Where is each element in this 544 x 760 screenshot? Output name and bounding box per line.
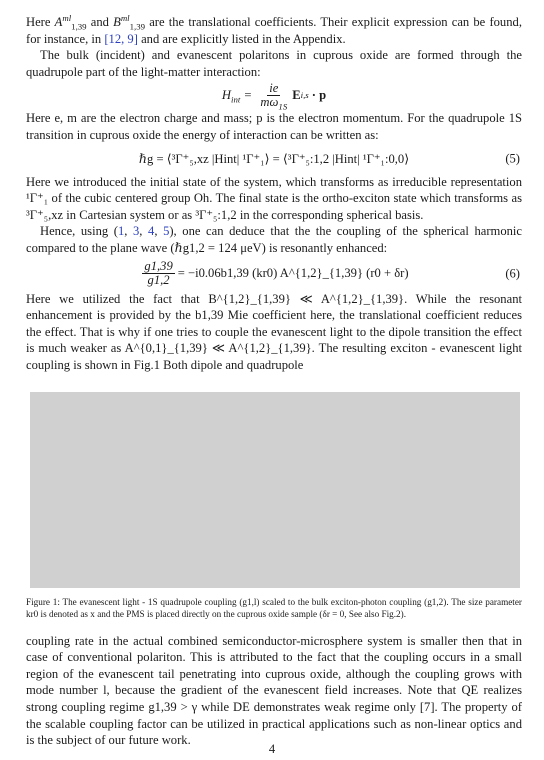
equation-ref-5[interactable]: 5: [163, 224, 170, 239]
equation-ref-1[interactable]: 1: [117, 224, 125, 239]
figure-caption: Figure 1: The evanescent light - 1S quadrupole coupling (g1,l) scaled to the bulk exciton-photon coupling (g1,2). The size parameter kr0 is denoted as x and the PMS is placed directly on the cuprous oxide sample (δr = 0, See also Fig.2).: [26, 596, 522, 620]
page-body: [26, 14, 522, 749]
citation-link[interactable]: [12, 9]: [104, 31, 138, 46]
paragraph-coupling-rate: coupling rate in the actual combined semiconductor-microsphere system is smaller then that in case of conventional polariton. This is attributed to the fact that the coupling occurs in a small region of the evanescent tail penetrating into cuprous oxide, although the coupling grows with mode number l, because the gradient of the evanescent field increases. Note that QE realizes strong coupling regime g1,39 > γ while DE demonstrates weak regime only [7]. The property of the scalable coupling factor can be utilized in practical applications such as non-linear optics and is the subject of our future work.: [26, 633, 522, 748]
equation-number: (6): [505, 266, 520, 281]
paragraph-initial-state: Here we introduced the initial state of the system, which transforms as irreducible representation ¹Γ⁺₁ of the cubic centered group Oh. The final state is the ortho-exciton state which transforms as ³Γ⁺₅,xz in Cartesian system or as ³Γ⁺₅:1,2 in the corresponding spherical basis.: [26, 174, 522, 222]
fraction: $\frac{g1,39}{g1,2}$: [144, 259, 173, 288]
paragraph-utilized-fact: Here we utilized the fact that B^{1,2}_{1,39} ≪ A^{1,2}_{1,39}. While the resonant enhancement is provided by the b1,39 Mie coefficient here, the translational coefficient reduces the effect. That is why if one tries to couple the evanescent light to the dipole transition the effect is much weaker as A^{0,1}_{1,39} ≪ A^{1,2}_{1,39}. The resulting exciton - evanescent light coupling is shown in Fig.1 Both dipole and quadrupole: [26, 291, 522, 372]
equation-interaction-hamiltonian: $H_{int}$ = $\frac{ie}{m\omega_{1S}}$ E i,s · p: [221, 80, 327, 112]
equation-number: (5): [505, 151, 520, 166]
paragraph-hence-using: Hence, using (1, 3, 4, 5), one can deduce that the the coupling of the spherical harmonic compared to the plane wave (ℏg1,2 = 124 μeV) is resonantly enhanced:: [26, 224, 523, 255]
figure-placeholder: [30, 392, 520, 588]
equation-ref-3[interactable]: 3: [133, 224, 140, 239]
paragraph-translational-coefficients: Here $A^{ml}_{1,39}$ and $B^{ml}_{1,39}$ are the translational coefficients. Their explicit expression can be found, for instance, in [12, 9] and are explicitly listed in the Appendix.: [26, 12, 522, 46]
equation-5: ℏg = ⟨³Γ⁺₅,xz |Hint| ¹Γ⁺₁⟩ = ⟨³Γ⁺₅:1,2 |Hint| ¹Γ⁺₁:0,0⟩ (5): [138, 151, 520, 166]
equation-6: $\frac{g1,39}{g1,2}$ = −i0.06b1,39 (kr0) A^{1,2}_{1,39} (r0 + δr) (6): [144, 259, 520, 288]
fraction: $\frac{ie}{m\omega_{1S}}$: [260, 80, 288, 112]
paragraph-electron-charge: Here e, m are the electron charge and mass; p is the electron momentum. For the quadrupole 1S transition in cuprous oxide the energy of interaction can be written as:: [26, 111, 522, 142]
equation-ref-4[interactable]: 4: [148, 224, 155, 239]
paragraph-bulk-polaritons: The bulk (incident) and evanescent polaritons in cuprous oxide are formed through the quadrupole part of the light-matter interaction:: [26, 48, 522, 79]
page-number: 4: [268, 742, 276, 756]
